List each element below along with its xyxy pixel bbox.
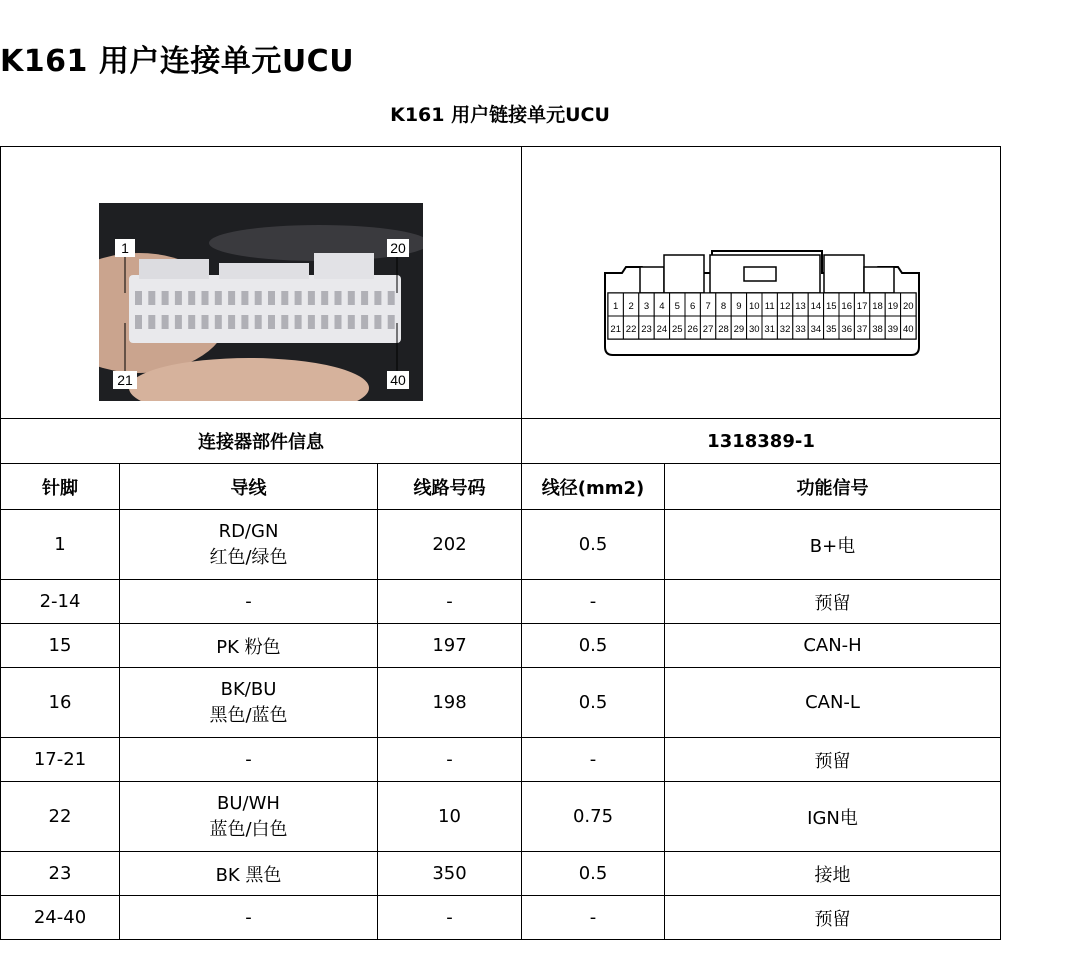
gauge-cell: 0.5	[522, 668, 665, 738]
pin-cell: 1	[1, 510, 120, 580]
header-pin: 针脚	[1, 464, 120, 510]
table-row	[1, 738, 1001, 782]
photo-pin-hole	[215, 315, 222, 329]
header-circuit: 线路号码	[378, 464, 522, 510]
pin-number-label: 27	[702, 324, 714, 335]
photo-pin-hole	[135, 291, 142, 305]
pin-number-label: 22	[625, 324, 637, 335]
photo-pin-hole	[255, 315, 262, 329]
photo-pin-hole	[241, 291, 248, 305]
pin-number-label: 31	[764, 324, 776, 335]
photo-pin-hole	[348, 315, 355, 329]
circuit-cell: -	[378, 738, 522, 782]
connector-photo-cell	[1, 147, 522, 419]
function-cell: 预留	[665, 738, 1001, 782]
photo-pin-hole	[388, 315, 395, 329]
photo-pin-hole	[361, 315, 368, 329]
table-title: K161 用户链接单元UCU	[390, 104, 610, 126]
function-cell: CAN-H	[665, 624, 1001, 668]
photo-pin-hole	[255, 291, 262, 305]
table-row	[1, 852, 1001, 896]
photo-pin-hole	[308, 291, 315, 305]
pin-number-label: 16	[841, 301, 853, 312]
pin-number-label: 9	[736, 301, 742, 312]
wire-color: 红色/绿色	[209, 546, 288, 568]
photo-label-pin40: 40	[390, 372, 406, 388]
pin-number-label: 30	[749, 324, 760, 335]
wire-code: RD/GN	[218, 520, 279, 542]
pin-number-label: 10	[749, 301, 760, 312]
part-number: 1318389-1	[522, 419, 1001, 464]
function-cell: 预留	[665, 896, 1001, 940]
header-wire: 导线	[120, 464, 378, 510]
photo-pin-hole	[281, 291, 288, 305]
pin-number-label: 34	[810, 324, 822, 335]
photo-pin-hole	[295, 315, 302, 329]
circuit-cell: -	[378, 896, 522, 940]
pin-number-label: 14	[810, 301, 822, 312]
wire-cell	[120, 782, 378, 852]
pin-number-label: 8	[720, 301, 727, 312]
pin-number-label: 13	[795, 301, 806, 312]
pin-number-label: 5	[674, 301, 680, 312]
pin-number-label: 25	[672, 324, 683, 335]
wire-cell	[120, 668, 378, 738]
photo-pin-hole	[241, 315, 248, 329]
pin-number-label: 32	[779, 324, 791, 335]
gauge-cell: 0.75	[522, 782, 665, 852]
wire-cell: BK 黑色	[120, 852, 378, 896]
table-row	[1, 510, 1001, 580]
gauge-cell: 0.5	[522, 852, 665, 896]
pin-number-label: 36	[841, 324, 853, 335]
photo-pin-hole	[348, 291, 355, 305]
pin-number-label: 3	[643, 301, 650, 312]
table-row	[1, 668, 1001, 738]
header-gauge: 线径(mm2)	[522, 464, 665, 510]
photo-pin-hole	[162, 291, 169, 305]
pin-number-label: 4	[659, 301, 665, 312]
photo-pin-hole	[228, 315, 235, 329]
pin-number-label: 12	[779, 301, 791, 312]
photo-label-pin20: 20	[390, 240, 406, 256]
photo-pin-hole	[215, 291, 222, 305]
photo-pin-hole	[295, 291, 302, 305]
connector-photo	[99, 203, 423, 401]
header-function: 功能信号	[665, 464, 1001, 510]
wire-cell: PK 粉色	[120, 624, 378, 668]
pin-number-label: 29	[733, 324, 745, 335]
table-row	[1, 782, 1001, 852]
function-cell: 接地	[665, 852, 1001, 896]
pinout-table	[0, 146, 1001, 940]
pin-number-label: 26	[687, 324, 699, 335]
pin-number-label: 37	[856, 324, 868, 335]
photo-pin-hole	[335, 291, 342, 305]
wire-color: 蓝色/白色	[209, 818, 288, 840]
photo-pin-hole	[321, 315, 328, 329]
pin-number-label: 28	[718, 324, 729, 335]
photo-pin-hole	[321, 291, 328, 305]
photo-pin-hole	[388, 291, 395, 305]
photo-pin-hole	[361, 291, 368, 305]
pin-number-label: 17	[856, 301, 868, 312]
circuit-cell: 10	[378, 782, 522, 852]
pin-number-label: 19	[887, 301, 899, 312]
gauge-cell: -	[522, 738, 665, 782]
connector-diagram-cell	[522, 147, 1001, 419]
wire-code: BU/WH	[217, 792, 280, 814]
pin-number-label: 6	[690, 301, 696, 312]
pin-cell: 2-14	[1, 580, 120, 624]
circuit-cell: 198	[378, 668, 522, 738]
pin-cell: 23	[1, 852, 120, 896]
pin-number-label: 33	[795, 324, 806, 335]
photo-pin-hole	[281, 315, 288, 329]
page-title: K161 用户连接单元UCU	[0, 44, 355, 79]
table-row	[1, 624, 1001, 668]
pin-cell: 22	[1, 782, 120, 852]
circuit-cell: 350	[378, 852, 522, 896]
table-row	[1, 580, 1001, 624]
pin-number-label: 40	[903, 324, 914, 335]
pin-number-label: 38	[872, 324, 883, 335]
pin-number-label: 15	[826, 301, 837, 312]
photo-pin-hole	[374, 315, 381, 329]
pin-number-label: 24	[656, 324, 668, 335]
pin-number-label: 21	[610, 324, 622, 335]
photo-pin-hole	[135, 315, 142, 329]
photo-pin-hole	[268, 291, 275, 305]
wire-cell: -	[120, 738, 378, 782]
pin-number-label: 39	[887, 324, 899, 335]
photo-label-pin21: 21	[117, 372, 133, 388]
photo-pin-hole	[188, 315, 195, 329]
photo-pin-hole	[162, 315, 169, 329]
gauge-cell: 0.5	[522, 510, 665, 580]
pin-number-label: 1	[613, 301, 619, 312]
connector-diagram	[602, 243, 922, 359]
wire-cell: -	[120, 896, 378, 940]
function-cell: IGN电	[665, 782, 1001, 852]
photo-pin-hole	[175, 291, 182, 305]
photo-pin-hole	[335, 315, 342, 329]
pin-number-label: 35	[826, 324, 837, 335]
pin-number-label: 7	[705, 301, 711, 312]
photo-pin-hole	[188, 291, 195, 305]
function-cell: 预留	[665, 580, 1001, 624]
photo-pin-hole	[148, 291, 155, 305]
function-cell: CAN-L	[665, 668, 1001, 738]
wire-cell: -	[120, 580, 378, 624]
wire-code: BK/BU	[220, 678, 277, 700]
pin-number-label: 2	[628, 301, 634, 312]
pin-number-label: 11	[764, 301, 775, 312]
wire-color: 黑色/蓝色	[209, 704, 288, 726]
pin-cell: 24-40	[1, 896, 120, 940]
gauge-cell: -	[522, 896, 665, 940]
gauge-cell: -	[522, 580, 665, 624]
function-cell: B+电	[665, 510, 1001, 580]
pin-number-label: 20	[903, 301, 914, 312]
wire-cell	[120, 510, 378, 580]
photo-label-pin1: 1	[121, 240, 129, 256]
photo-pin-hole	[202, 291, 209, 305]
photo-pin-hole	[268, 315, 275, 329]
pin-cell: 17-21	[1, 738, 120, 782]
photo-pin-hole	[228, 291, 235, 305]
circuit-cell: 197	[378, 624, 522, 668]
circuit-cell: 202	[378, 510, 522, 580]
circuit-cell: -	[378, 580, 522, 624]
pin-number-label: 18	[872, 301, 883, 312]
photo-pin-hole	[148, 315, 155, 329]
photo-pin-hole	[308, 315, 315, 329]
photo-pin-hole	[175, 315, 182, 329]
photo-pin-hole	[202, 315, 209, 329]
pin-cell: 15	[1, 624, 120, 668]
photo-pin-hole	[374, 291, 381, 305]
connector-info-label: 连接器部件信息	[1, 419, 522, 464]
pin-number-label: 23	[641, 324, 652, 335]
pin-cell: 16	[1, 668, 120, 738]
gauge-cell: 0.5	[522, 624, 665, 668]
table-row	[1, 896, 1001, 940]
